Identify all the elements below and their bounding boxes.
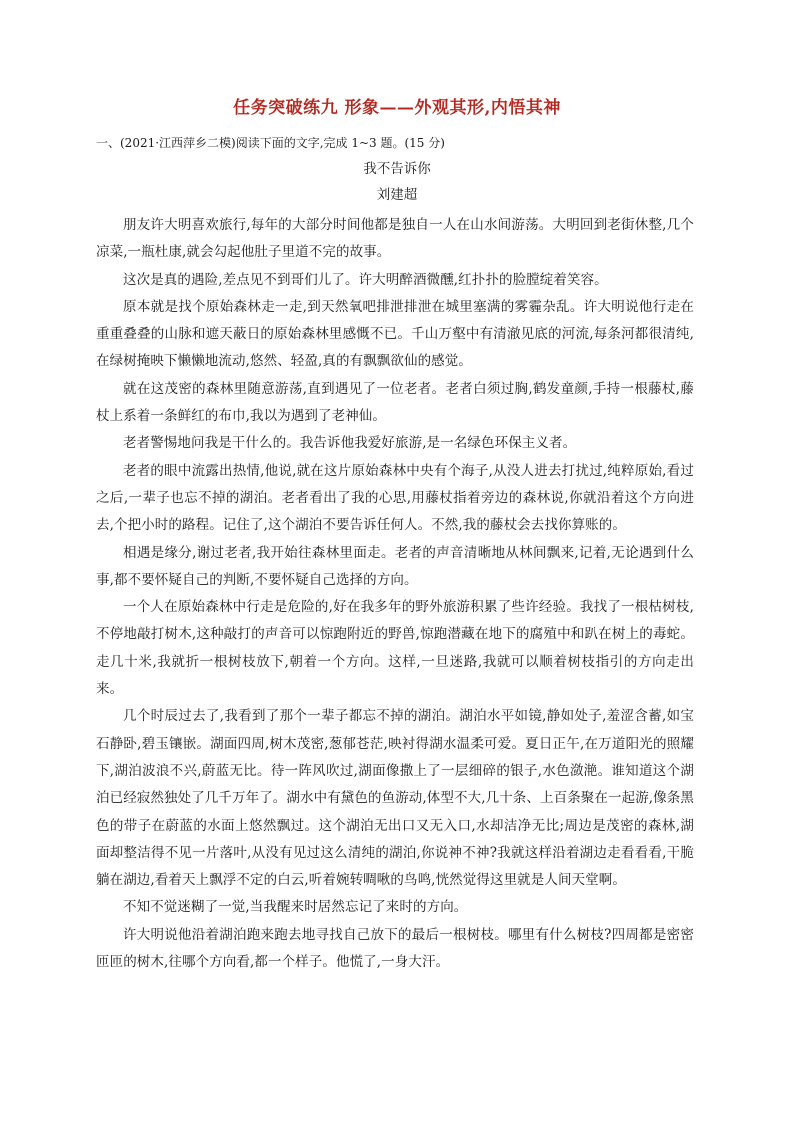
paragraph: 老者的眼中流露出热情,他说,就在这片原始森林中央有个海子,从没人进去打扰过,纯粹原始,看过之后,一辈子也忘不掉的湖泊。老者看出了我的心思,用藤杖指着旁边的森林说,你就沿着这个方向进去,个把小时的路程。记住了,这个湖泊不要告诉任何人。不然,我的藤杖会去找你算账的。: [96, 462, 694, 534]
paragraph: 朋友许大明喜欢旅行,每年的大部分时间他都是独自一人在山水间游荡。大明回到老街休整,几个凉菜,一瓶杜康,就会勾起他肚子里道不完的故事。: [96, 217, 694, 261]
paragraph: 几个时辰过去了,我看到了那个一辈子都忘不掉的湖泊。湖泊水平如镜,静如处子,羞涩含蓄,如宝石静卧,碧玉镶嵌。湖面四周,树木茂密,葱郁苍茫,映衬得湖水温柔可爱。夏日正午,在万道阳光的照耀下,湖泊波浪不兴,蔚蓝无比。待一阵风吹过,湖面像撒上了一层细碎的银子,水色潋滟。谁知道这个湖泊已经寂然独处了几千万年了。湖水中有黛色的鱼游动,体型不大,几十条、上百条聚在一起游,像条黑色的带子在蔚蓝的水面上悠然飘过。这个湖泊无出口又无入口,水却洁净无比;周边是茂密的森林,湖面却整洁得不见一片落叶,从没有见过这么清纯的湖泊,你说神不神?我就这样沿着湖边走看看看,干脆躺在湖边,看着天上飘浮不定的白云,听着婉转啁啾的鸟鸣,恍然觉得这里就是人间天堂啊。: [96, 708, 694, 889]
story-body: [96, 212, 694, 976]
page-title: 任务突破练九 形象——外观其形,内悟其神: [233, 98, 561, 118]
story-author: 刘建超: [376, 187, 418, 203]
story-title: 我不告诉你: [363, 161, 431, 177]
paragraph: 这次是真的遇险,差点见不到哥们儿了。许大明醉酒微醺,红扑扑的脸膛绽着笑容。: [123, 271, 608, 288]
paragraph: 不知不觉迷糊了一觉,当我醒来时居然忘记了来时的方向。: [123, 899, 468, 916]
question-intro: 一、(2021·江西萍乡二模)阅读下面的文字,完成 1~3 题。(15 分): [96, 136, 445, 150]
paragraph: 许大明说他沿着湖泊跑来跑去地寻找自己放下的最后一根树枝。哪里有什么树枝?四周都是密密匝匝的树木,往哪个方向看,都一个样子。他慌了,一身大汗。: [96, 926, 694, 971]
paragraph: 相遇是缘分,谢过老者,我开始往森林里面走。老者的声音清晰地从林间飘来,记着,无论遇到什么事,都不要怀疑自己的判断,不要怀疑自己选择的方向。: [96, 544, 694, 588]
paragraph: 就在这茂密的森林里随意游荡,直到遇见了一位老者。老者白须过胸,鹤发童颜,手持一根藤杖,藤杖上系着一条鲜红的布巾,我以为遇到了老神仙。: [96, 380, 694, 425]
paragraph: 原本就是找个原始森林走一走,到天然氧吧排泄排泄在城里塞满的雾霾杂乱。许大明说他行走在重重叠叠的山脉和遮天蔽日的原始森林里感慨不已。千山万壑中有清澈见底的河流,每条河都很清纯,在绿树掩映下懒懒地流动,悠然、轻盈,真的有飘飘欲仙的感觉。: [96, 298, 694, 370]
paragraph: 一个人在原始森林中行走是危险的,好在我多年的野外旅游积累了些许经验。我找了一根枯树枝,不停地敲打树木,这种敲打的声音可以惊跑附近的野兽,惊跑潜藏在地下的腐殖中和趴在树上的毒蛇。走几十米,我就折一根树枝放下,朝着一个方向。这样,一旦迷路,我就可以顺着树枝指引的方向走出来。: [96, 599, 694, 698]
paragraph: 老者警惕地问我是干什么的。我告诉他我爱好旅游,是一名绿色环保主义者。: [123, 435, 577, 452]
